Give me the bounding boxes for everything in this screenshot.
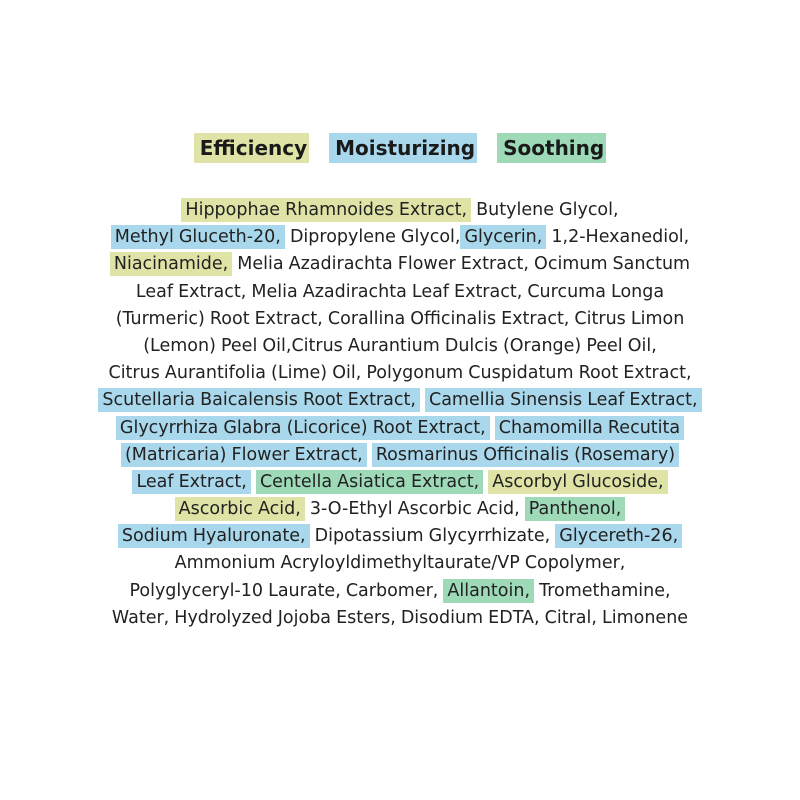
ingredient-text: (Lemon) Peel Oil,Citrus Aurantium Dulcis (Orange) Peel Oil,	[143, 335, 657, 356]
highlighted-ingredient-moisturizing: Camellia Sinensis Leaf Extract,	[425, 388, 702, 412]
highlighted-ingredient-efficiency: Ascorbic Acid,	[175, 497, 305, 521]
ingredient-line	[0, 251, 800, 278]
ingredient-text: Butylene Glycol,	[471, 200, 619, 220]
ingredient-list	[0, 197, 800, 632]
highlighted-ingredient-moisturizing: Glycereth-26,	[555, 524, 682, 548]
ingredient-text	[490, 418, 495, 438]
highlighted-ingredient-efficiency: Ascorbyl Glucoside,	[488, 470, 667, 494]
highlighted-ingredient-efficiency: Niacinamide,	[110, 252, 232, 276]
legend-efficiency: Efficiency	[194, 133, 309, 163]
highlighted-ingredient-moisturizing: Glycerin,	[460, 225, 546, 249]
ingredient-text: (Turmeric) Root Extract, Corallina Officinalis Extract, Citrus Limon	[115, 308, 685, 329]
legend-soothing: Soothing	[497, 133, 606, 163]
ingredient-line	[0, 360, 800, 387]
highlighted-ingredient-moisturizing: (Matricaria) Flower Extract,	[121, 443, 367, 467]
ingredient-text: 1,2-Hexanediol,	[546, 227, 690, 248]
ingredient-text: Citrus Aurantifolia (Lime) Oil, Polygonum Cuspidatum Root Extract,	[108, 363, 692, 384]
ingredient-line	[0, 523, 800, 550]
highlighted-ingredient-moisturizing: Sodium Hyaluronate,	[118, 524, 310, 548]
ingredient-line	[0, 197, 800, 224]
ingredient-line	[0, 387, 800, 414]
ingredient-text: Ammonium Acryloyldimethyltaurate/VP Copolymer,	[174, 553, 626, 574]
ingredient-line	[0, 578, 800, 605]
ingredient-text: Tromethamine,	[534, 580, 671, 601]
ingredient-text: Melia Azadirachta Flower Extract, Ocimum Sanctum	[232, 254, 691, 275]
ingredient-line	[0, 496, 800, 523]
ingredient-text: Leaf Extract, Melia Azadirachta Leaf Extract, Curcuma Longa	[135, 281, 665, 302]
ingredient-line	[0, 469, 800, 496]
ingredient-line	[0, 415, 800, 442]
highlighted-ingredient-moisturizing: Methyl Gluceth-20,	[111, 225, 285, 249]
ingredient-text: Dipropylene Glycol,	[284, 227, 461, 248]
ingredient-line	[0, 224, 800, 251]
highlighted-ingredient-moisturizing: Chamomilla Recutita	[495, 416, 684, 440]
highlighted-ingredient-efficiency: Hippophae Rhamnoides Extract,	[181, 198, 471, 222]
highlighted-ingredient-moisturizing: Glycyrrhiza Glabra (Licorice) Root Extract,	[116, 416, 490, 440]
ingredient-line	[0, 306, 800, 333]
highlighted-ingredient-moisturizing: Scutellaria Baicalensis Root Extract,	[98, 388, 420, 412]
ingredient-text: Dipotassium Glycyrrhizate,	[309, 526, 556, 547]
ingredient-line	[0, 550, 800, 577]
highlighted-ingredient-soothing: Panthenol,	[525, 497, 626, 521]
ingredient-line	[0, 279, 800, 306]
ingredient-text: Water, Hydrolyzed Jojoba Esters, Disodium EDTA, Citral, Limonene	[111, 607, 689, 628]
ingredient-line	[0, 442, 800, 469]
highlight-legend	[0, 133, 800, 163]
ingredient-line	[0, 333, 800, 360]
highlighted-ingredient-soothing: Allantoin,	[443, 579, 534, 603]
highlighted-ingredient-moisturizing: Rosmarinus Officinalis (Rosemary)	[372, 443, 679, 467]
highlighted-ingredient-moisturizing: Leaf Extract,	[132, 470, 250, 494]
legend-moisturizing: Moisturizing	[329, 133, 477, 163]
ingredient-text: 3-O-Ethyl Ascorbic Acid,	[304, 499, 525, 520]
ingredient-line	[0, 605, 800, 632]
highlighted-ingredient-soothing: Centella Asiatica Extract,	[256, 470, 483, 494]
ingredient-text: Polyglyceryl-10 Laurate, Carbomer,	[129, 580, 444, 601]
